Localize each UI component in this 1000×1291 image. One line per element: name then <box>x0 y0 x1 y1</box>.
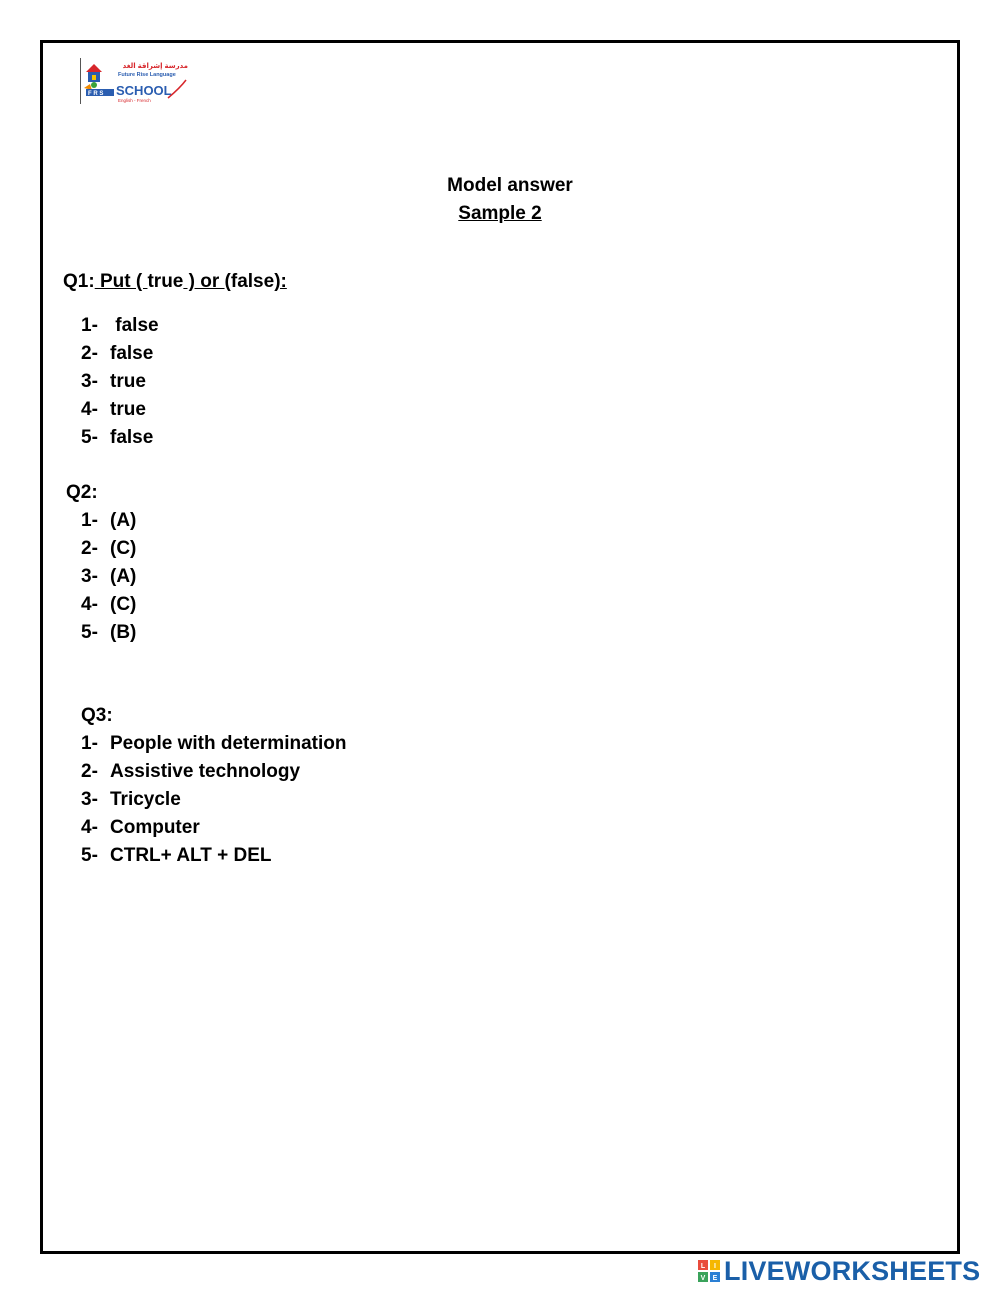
item-answer: false <box>110 427 154 448</box>
item-number: 5- <box>81 622 98 643</box>
item-number: 2- <box>81 343 98 364</box>
item-number: 5- <box>81 427 98 448</box>
svg-text:L: L <box>700 1263 706 1270</box>
item-answer: false <box>110 315 159 336</box>
item-answer: CTRL+ ALT + DEL <box>110 845 272 866</box>
item-answer: Tricycle <box>110 789 181 810</box>
item-number: 2- <box>81 538 98 559</box>
item-answer: Computer <box>110 817 200 838</box>
list-item <box>81 814 346 842</box>
item-number: 3- <box>81 371 98 392</box>
q2-answer-list <box>81 507 136 647</box>
list-item <box>81 396 159 424</box>
q1-instruction-part: ) or <box>183 271 225 292</box>
svg-text:E: E <box>712 1275 718 1282</box>
q2-heading: Q2: <box>66 482 98 503</box>
list-item <box>81 340 159 368</box>
list-item <box>81 730 346 758</box>
liveworksheets-watermark[interactable] <box>698 1255 981 1286</box>
logo-english-text: Future Rise Language <box>118 72 176 78</box>
logo-school-text: SCHOOL <box>116 83 172 98</box>
item-answer: Assistive technology <box>110 761 301 782</box>
item-number: 4- <box>81 594 98 615</box>
list-item <box>81 507 136 535</box>
page-title: Model answer <box>447 175 573 196</box>
list-item <box>81 535 136 563</box>
q1-heading <box>63 271 287 293</box>
item-answer: (C) <box>110 594 137 615</box>
svg-text:I: I <box>714 1263 716 1270</box>
list-item <box>81 619 136 647</box>
item-number: 1- <box>81 733 98 754</box>
item-answer: (C) <box>110 538 137 559</box>
q1-instruction-part: ): <box>274 271 287 292</box>
q3-answer-list <box>81 730 346 870</box>
logo-letters <box>86 89 114 97</box>
logo-arabic-text: مدرسة إشراقة الغد <box>122 63 188 70</box>
svg-text:V: V <box>700 1275 706 1282</box>
q1-instruction-part: (false <box>224 271 275 292</box>
item-number: 4- <box>81 817 98 838</box>
item-number: 3- <box>81 566 98 587</box>
list-item <box>81 758 346 786</box>
item-answer: (B) <box>110 622 137 643</box>
q3-heading: Q3: <box>81 705 113 726</box>
logo-subtitle-text: English - French <box>118 98 151 103</box>
list-item <box>81 842 346 870</box>
list-item <box>81 368 159 396</box>
list-item <box>81 786 346 814</box>
list-item <box>81 312 159 340</box>
liveworksheets-text: LIVEWORKSHEETS <box>724 1255 981 1286</box>
list-item <box>81 591 136 619</box>
item-answer: true <box>110 399 146 420</box>
item-number: 1- <box>81 510 98 531</box>
q1-label: Q1 <box>63 271 89 292</box>
item-number: 2- <box>81 761 98 782</box>
q1-instruction-part: true <box>147 271 184 292</box>
item-number: 4- <box>81 399 98 420</box>
q1-answer-list <box>81 312 159 452</box>
q1-instruction-part: Put ( <box>94 271 148 292</box>
item-answer: People with determination <box>110 733 347 754</box>
item-number: 3- <box>81 789 98 810</box>
item-answer: true <box>110 371 146 392</box>
liveworksheets-logo-icon <box>698 1260 720 1282</box>
item-number: 1- <box>81 315 98 336</box>
page-subtitle-wrap <box>0 203 1000 225</box>
school-logo-house-icon <box>84 64 102 90</box>
school-logo <box>80 58 190 106</box>
item-answer: (A) <box>110 510 137 531</box>
q1-colon: : <box>88 271 95 292</box>
item-number: 5- <box>81 845 98 866</box>
page-subtitle: Sample 2 <box>458 203 542 224</box>
item-answer: (A) <box>110 566 137 587</box>
list-item <box>81 424 159 452</box>
list-item <box>81 563 136 591</box>
item-answer: false <box>110 343 154 364</box>
logo-letters-text: F R S <box>88 91 104 97</box>
